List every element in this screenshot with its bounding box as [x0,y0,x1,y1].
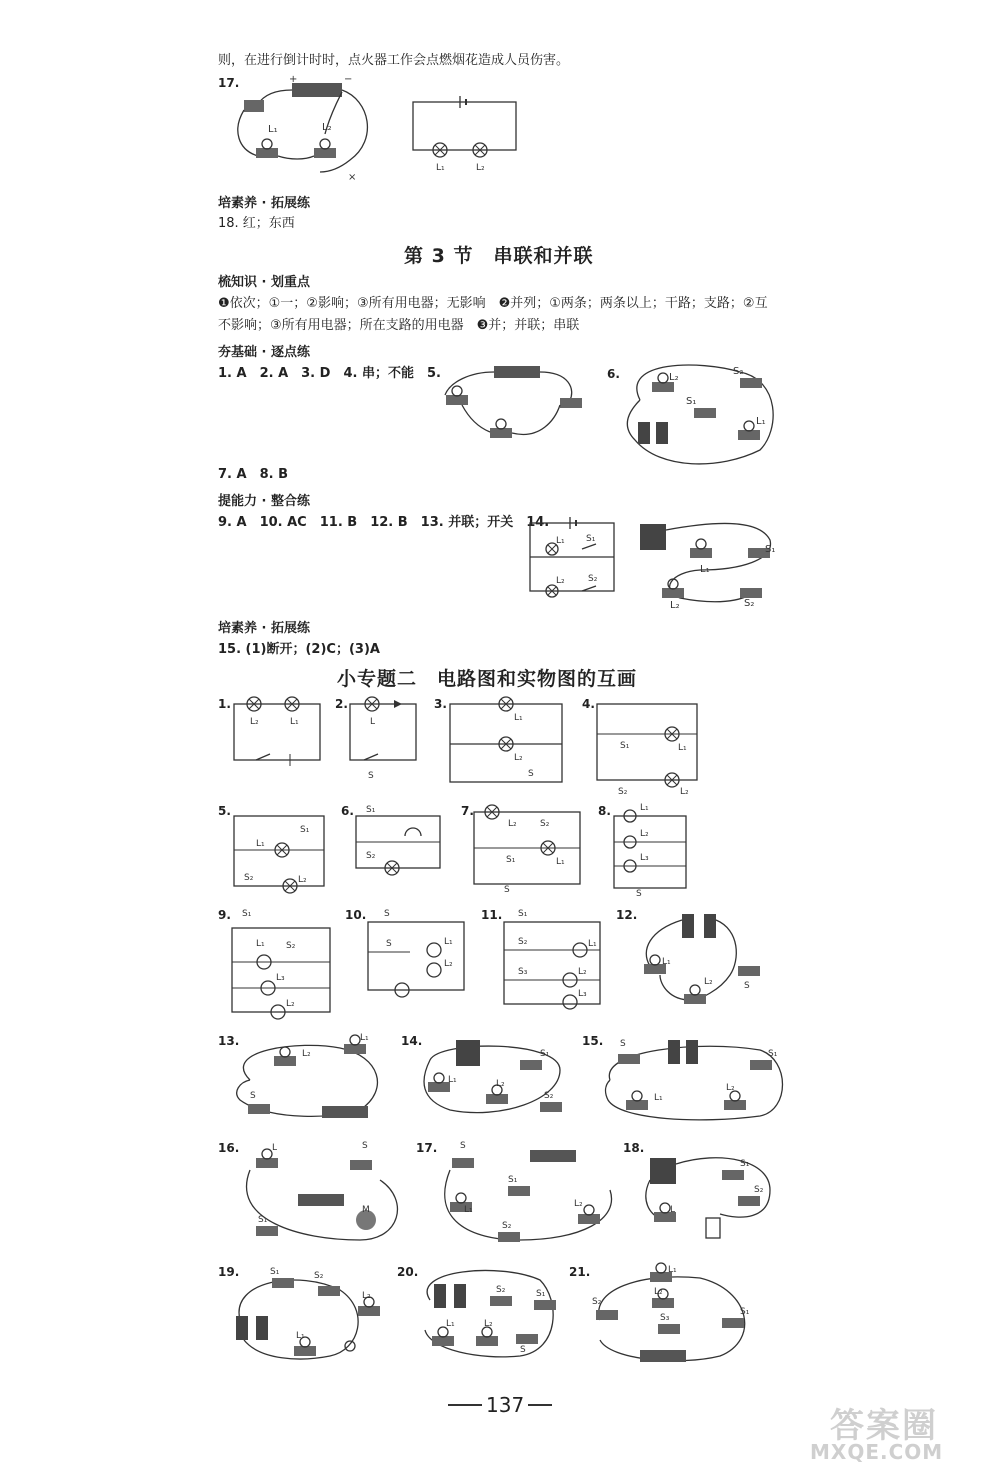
svg-text:S₁: S₁ [270,1267,280,1277]
topic-item-11-schematic [504,909,600,1009]
topic-item-17-physical [445,1141,612,1242]
svg-text:×: × [348,172,357,183]
topic-title: 小专题二 电路图和实物图的互画 [337,668,638,690]
item-number: 12. [616,908,638,922]
watermark-url: MXQE.COM [810,1440,944,1464]
topic-item-21-physical [592,1263,750,1362]
item-number: 5. [218,804,231,818]
switch-icon [534,1300,556,1310]
switch-icon [722,1318,744,1328]
topic-item-6-schematic [356,805,440,875]
topic-item-7-schematic [474,805,580,895]
bulb-icon [656,1263,666,1273]
battery-icon [456,1040,480,1066]
svg-text:S: S [460,1141,466,1151]
topic-item-5-schematic [234,816,324,893]
battery-icon [704,914,716,938]
svg-text:L₁: L₁ [296,1331,305,1341]
svg-text:L₂: L₂ [670,600,680,611]
battery-icon [686,1040,698,1064]
item-number: 9. [218,908,231,922]
switch-icon [256,1226,278,1236]
svg-text:S₁: S₁ [242,909,252,919]
svg-text:L₂: L₂ [578,967,587,977]
switch-icon [738,1196,760,1206]
svg-text:S: S [368,771,374,781]
answers-7-8: 7. A 8. B [218,467,288,482]
topic-item-1-schematic [234,697,320,766]
svg-text:S: S [250,1091,256,1101]
svg-text:L₃: L₃ [640,853,649,863]
battery-icon [292,83,342,97]
svg-text:S: S [386,939,392,949]
bulb-icon [320,139,330,149]
svg-text:L₁: L₁ [556,857,565,867]
svg-text:L₂: L₂ [508,819,517,829]
switch-icon [490,1296,512,1306]
section-heading-extend-2: 培素养 · 拓展练 [218,621,310,636]
bulb-icon [456,1193,466,1203]
svg-text:L₁: L₁ [654,1093,663,1103]
switch-icon [272,1278,294,1288]
item-number: 20. [397,1265,419,1279]
svg-text:L₁: L₁ [444,937,453,947]
bulb-icon [262,1149,272,1159]
switch-icon [740,588,762,598]
switch-icon [658,1324,680,1334]
battery-icon [640,1350,686,1362]
item-number: 15. [582,1034,604,1048]
svg-text:L₂: L₂ [704,977,713,987]
battery-icon [656,422,668,444]
svg-text:S₁: S₁ [620,741,630,751]
item-number: 14. [401,1034,423,1048]
svg-text:S₁: S₁ [536,1289,546,1299]
item-number: 13. [218,1034,240,1048]
battery-icon [494,366,540,378]
svg-text:L₁: L₁ [668,1265,677,1275]
svg-text:S₂: S₂ [540,819,550,829]
bulb-icon [744,421,754,431]
bulb-icon [434,1073,444,1083]
svg-text:S₂: S₂ [502,1221,512,1231]
battery-icon [650,1158,676,1184]
svg-text:L₂: L₂ [298,875,307,885]
svg-text:L₁: L₁ [360,1033,369,1043]
switch-icon [520,1060,542,1070]
watermark-logo: 答案圈 [830,1406,938,1446]
q6-number: 6. [607,367,620,381]
svg-text:L₁: L₁ [446,1319,455,1329]
svg-text:S₂: S₂ [496,1285,506,1295]
svg-text:S: S [528,769,534,779]
svg-text:L₁: L₁ [464,1205,473,1215]
item-number: 1. [218,697,231,711]
svg-text:S₁: S₁ [258,1215,268,1225]
svg-text:L₁: L₁ [256,839,265,849]
bulb-icon [350,1035,360,1045]
topic-item-16-physical [247,1141,398,1240]
topic-item-3-schematic [450,697,562,782]
svg-text:S: S [744,981,750,991]
section-title-series-parallel: 第 3 节 串联和并联 [404,245,594,267]
svg-text:S₂: S₂ [244,873,254,883]
topic-item-8-schematic [614,803,686,899]
section-heading-knowledge: 梳知识 · 划重点 [218,275,310,290]
switch-icon [750,1060,772,1070]
svg-text:S₂: S₂ [733,366,744,377]
bulb-icon [584,1205,594,1215]
knowledge-line-1: ❶依次；①一；②影响；③所有用电器；无影响 ❷并列；①两条；两条以上；干路；支路；②互 [218,296,768,311]
bulb-icon [427,963,441,977]
svg-text:S₁: S₁ [506,855,516,865]
q14-schematic [530,517,614,597]
item-number: 10. [345,908,367,922]
item-number: 7. [461,804,474,818]
svg-text:L₁: L₁ [268,124,278,135]
svg-text:L₂: L₂ [654,1287,663,1297]
topic-item-15-physical [606,1039,783,1120]
svg-text:S₂: S₂ [518,937,528,947]
topic-item-4-schematic [597,704,697,797]
item-number: 6. [341,804,354,818]
svg-text:S₂: S₂ [544,1091,554,1101]
topic-item-14-physical [424,1040,562,1113]
topic-item-18-physical [646,1158,770,1238]
switch-icon [738,966,760,976]
item-number: 16. [218,1141,240,1155]
item-number: 18. [623,1141,645,1155]
battery-icon [640,524,666,550]
bulb-icon [658,373,668,383]
bulb-icon [496,419,506,429]
svg-text:L₂: L₂ [484,1319,493,1329]
player-icon [706,1218,720,1238]
svg-text:L₂: L₂ [362,1291,371,1301]
bulb-icon [563,995,577,1009]
svg-text:S₂: S₂ [366,851,376,861]
bulb-icon [660,1203,670,1213]
q17-number: 17. [218,76,240,90]
svg-text:L₂: L₂ [322,122,332,133]
svg-text:S₁: S₁ [508,1175,518,1185]
svg-text:L₂: L₂ [640,829,649,839]
svg-text:L₃: L₃ [276,973,285,983]
svg-text:S₁: S₁ [765,544,776,555]
svg-text:L₁: L₁ [700,564,710,575]
topic-item-2-schematic [350,697,416,781]
bulb-icon [280,1047,290,1057]
svg-text:L₁: L₁ [756,416,766,427]
topic-item-10-schematic [368,909,464,997]
battery-icon [530,1150,576,1162]
switch-icon [452,1158,474,1168]
svg-text:L₁: L₁ [640,803,649,813]
page-number: 137 [482,1393,528,1417]
intro-line: 则，在进行倒计时时，点火器工作会点燃烟花造成人员伤害。 [218,53,570,68]
q6-physical-diagram [627,365,773,464]
switch-icon [596,1310,618,1320]
q18-answer: 18. 红；东西 [218,216,295,231]
svg-text:L₂: L₂ [680,787,689,797]
svg-text:L: L [670,1205,676,1215]
bulb-icon [452,386,462,396]
battery-icon [434,1284,446,1308]
section-heading-extend: 培素养 · 拓展练 [218,196,310,211]
battery-icon [454,1284,466,1308]
battery-icon [638,422,650,444]
topic-item-12-physical [644,914,760,1004]
svg-text:L₂: L₂ [726,1083,735,1093]
item-number: 2. [335,697,348,711]
svg-text:L₂: L₂ [496,1079,505,1089]
svg-text:S₁: S₁ [366,805,376,815]
item-number: 17. [416,1141,438,1155]
topic-item-9-schematic [232,909,330,1019]
battery-icon [236,1316,248,1340]
svg-text:L₁: L₁ [678,743,687,753]
switch-icon [694,408,716,418]
svg-text:L₁: L₁ [256,939,265,949]
item-number: 8. [598,804,611,818]
svg-text:S₁: S₁ [740,1159,750,1169]
svg-text:L₁: L₁ [556,536,565,546]
svg-text:L₁: L₁ [436,163,445,173]
bulb-icon [632,1091,642,1101]
bulb-icon [650,955,660,965]
svg-text:S: S [504,885,510,895]
switch-icon [560,398,582,408]
section-heading-ability: 提能力 · 整合练 [218,494,310,509]
svg-text:L: L [370,717,376,727]
svg-text:L₁: L₁ [514,713,523,723]
q14-physical-diagram [640,523,775,611]
switch-icon [516,1334,538,1344]
item-number: 11. [481,908,503,922]
svg-text:L₂: L₂ [250,717,259,727]
switch-icon [722,1170,744,1180]
svg-text:S: S [636,889,642,899]
topic-item-19-physical [236,1267,380,1359]
q17-physical-diagram [238,74,368,183]
svg-text:L₂: L₂ [286,999,295,1009]
q17-schematic [413,96,516,173]
svg-text:M: M [362,1205,370,1215]
item-number: 21. [569,1265,591,1279]
q15-answer: 15. (1)断开；(2)C；(3)A [218,642,380,657]
svg-text:L₂: L₂ [574,1199,583,1209]
svg-text:S₁: S₁ [686,396,697,407]
svg-text:L₂: L₂ [444,959,453,969]
switch-icon [248,1104,270,1114]
knowledge-line-2: 不影响；③所有用电器；所在支路的用电器 ❸并；并联；串联 [218,318,580,333]
svg-text:L₂: L₂ [476,163,485,173]
svg-text:S₃: S₃ [660,1313,670,1323]
svg-text:L₂: L₂ [556,576,565,586]
svg-text:S₂: S₂ [592,1297,602,1307]
item-number: 19. [218,1265,240,1279]
svg-text:S₃: S₃ [518,967,528,977]
svg-text:L: L [272,1143,278,1153]
svg-text:S₁: S₁ [768,1049,778,1059]
svg-text:S: S [620,1039,626,1049]
svg-text:S₂: S₂ [314,1271,324,1281]
battery-icon [668,1040,680,1064]
svg-text:S₁: S₁ [300,825,310,835]
bulb-icon [345,1341,355,1351]
bell-icon [405,828,421,836]
svg-text:S₁: S₁ [740,1307,750,1317]
item-number: 4. [582,697,595,711]
bulb-icon [690,985,700,995]
svg-text:S: S [520,1345,526,1355]
battery-icon [256,1316,268,1340]
switch-icon [244,100,264,112]
switch-icon [350,1160,372,1170]
svg-text:S: S [384,909,390,919]
switch-icon [508,1186,530,1196]
section-heading-basic: 夯基础 · 逐点练 [218,345,310,360]
svg-text:+: + [289,74,298,85]
switch-icon [740,378,762,388]
svg-text:S₂: S₂ [744,598,755,609]
svg-text:S₁: S₁ [540,1049,550,1059]
svg-text:L₁: L₁ [290,717,299,727]
svg-text:S₂: S₂ [286,941,296,951]
svg-text:L₁: L₁ [588,939,597,949]
bulb-icon [262,139,272,149]
battery-icon [322,1106,368,1118]
svg-text:S₂: S₂ [618,787,628,797]
svg-text:L₃: L₃ [578,989,587,999]
svg-text:L₂: L₂ [302,1049,311,1059]
q5-physical-diagram [445,366,582,438]
item-number: 3. [434,697,447,711]
svg-text:−: − [344,74,353,85]
switch-icon [540,1102,562,1112]
answers-9-14: 9. A 10. AC 11. B 12. B 13. 并联；开关 14. [218,515,550,530]
svg-text:S₁: S₁ [518,909,528,919]
svg-text:S₁: S₁ [586,534,596,544]
switch-icon [618,1054,640,1064]
bulb-icon [427,943,441,957]
battery-icon [682,914,694,938]
topic-item-20-physical [425,1270,556,1356]
svg-text:S₂: S₂ [754,1185,764,1195]
answers-1-5: 1. A 2. A 3. D 4. 串；不能 5. [218,366,441,381]
topic-item-13-physical [237,1033,378,1118]
bulb-icon [696,539,706,549]
svg-text:S: S [362,1141,368,1151]
svg-text:L₁: L₁ [662,957,671,967]
svg-text:L₁: L₁ [448,1075,457,1085]
svg-text:L₂: L₂ [669,372,679,383]
svg-text:S₂: S₂ [588,574,598,584]
switch-icon [318,1286,340,1296]
switch-icon [498,1232,520,1242]
battery-icon [298,1194,344,1206]
svg-text:L₂: L₂ [514,753,523,763]
